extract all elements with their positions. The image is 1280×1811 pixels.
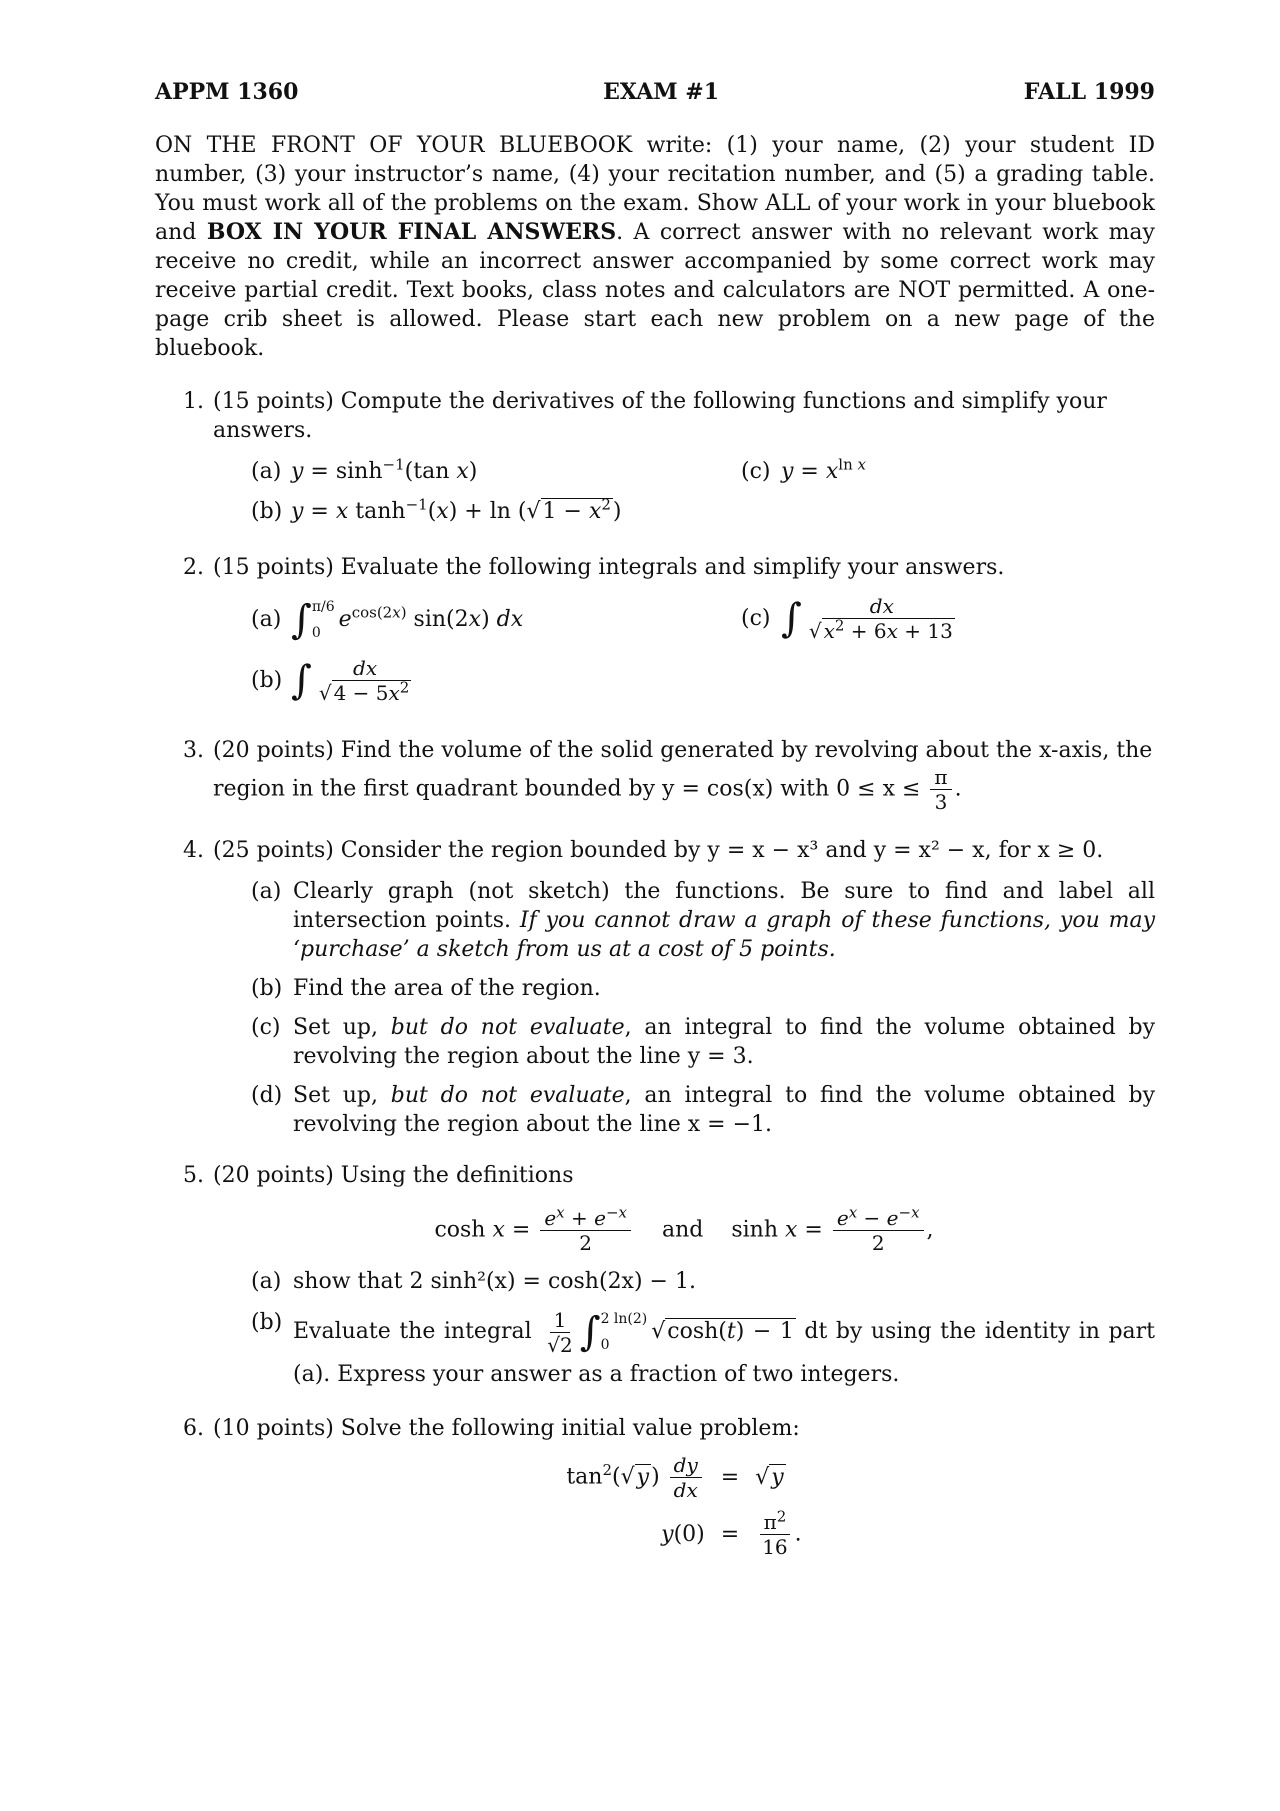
problem-text: (10 points) Solve the following initial value problem:: [213, 1416, 800, 1441]
problem-4-parts: [251, 877, 1155, 1139]
problem-5: [155, 1161, 1155, 1392]
problem-number: 4.: [183, 838, 204, 863]
exam-title: EXAM #1: [603, 79, 720, 105]
instructions: [155, 131, 1155, 363]
exam-page: [155, 78, 1155, 1585]
problem-4: [155, 836, 1155, 1139]
part-5b: (b) Evaluate the integral $\frac{1}{√2}$ ∫ 2 ln(2) 0 √cosh(t) − 1 dt by using the identity in part (a). Express your answer as a fraction of two integers.: [251, 1307, 1156, 1387]
part-4d: (d) Set up, but do not evaluate, an integral to find the volume obtained by revolving the region about the line x = −1.: [251, 1083, 1155, 1137]
part-4a: (a) Clearly graph (not sketch) the functions. Be sure to find and label all intersection points. If you cannot draw a graph of these functions, you may ‘purchase’ a sketch from us at a cost of 5 points.: [251, 879, 1156, 962]
hyperbolic-definitions: cosh x = $\frac{e^x + e^{-x}}{2}$ and sinh x = $\frac{e^x - e^{-x}}{2}$ ,: [434, 1203, 934, 1255]
course-code: APPM 1360: [155, 79, 299, 105]
part-1b: (b) y = x $\tanh^{-1}(x) + \ln (√1 - x^2)$: [251, 495, 622, 524]
problem-1-parts: [251, 457, 1155, 531]
part-2a: (a) ∫ π/6 0 $e^{cos(2x)}$ sin(2x) dx: [251, 597, 524, 643]
problem-3: [155, 736, 1155, 814]
initial-value-problem: $\tan^2(√y)$ $\frac{dy}{dx}$ = √y y(0) = $\frac{\pi^2}{16}$ .: [566, 1453, 802, 1559]
problem-number: 2.: [183, 555, 204, 580]
problem-number: 6.: [183, 1416, 204, 1441]
problem-5-parts: [251, 1267, 1155, 1392]
problem-2: [155, 553, 1155, 714]
term: FALL 1999: [1023, 79, 1155, 105]
part-5a: (a) show that 2 sinh²(x) = cosh(2x) − 1.: [251, 1269, 696, 1294]
problem-text: (15 points) Evaluate the following integrals and simplify your answers.: [213, 555, 1005, 580]
header: [155, 78, 1155, 107]
problem-number: 1.: [183, 389, 204, 414]
problem-text: (15 points) Compute the derivatives of the following functions and simplify your answers.: [213, 389, 1107, 443]
problem-6: [155, 1414, 1155, 1563]
problem-text: (20 points) Using the definitions: [213, 1163, 574, 1188]
instructions-bold: BOX IN YOUR FINAL ANSWERS: [206, 219, 617, 245]
part-4b: (b) Find the area of the region.: [251, 976, 601, 1001]
problem-2-parts: [251, 594, 1155, 714]
part-2b: (b) ∫ $\frac{dx}{√ 4 - 5x^2}$: [251, 656, 410, 705]
problem-text: (25 points) Consider the region bounded by y = x − x³ and y = x² − x, for x ≥ 0.: [213, 838, 1104, 863]
problem-text: (20 points) Find the volume of the solid generated by revolving about the x-axis, the region in the first quadrant bounded by y = cos(x) with 0 ≤ x ≤ $\frac{\pi}{3}$ .: [213, 738, 1153, 814]
part-1a: (a) $y = \sinh^{-1}(\tan$ x): [251, 455, 478, 484]
problem-1: [155, 387, 1155, 531]
part-1c: (c) $y = x^{ln x}$: [741, 455, 866, 484]
problem-number: 5.: [183, 1163, 204, 1188]
part-4c: (c) Set up, but do not evaluate, an integral to find the volume obtained by revolving the region about the line y = 3.: [251, 1015, 1155, 1069]
part-2c: (c) ∫ $\frac{dx}{√ x^2 + 6x + 13}$: [741, 594, 953, 643]
instructions-text-2: . A correct answer with no relevant work may receive no credit, while an incorrect answer accompanied by some correct work may receive partial credit. Text books, class notes and calculators are NOT permitted. A one-page crib sheet is allowed. Please start each new problem on a new page of the bluebook.: [155, 220, 1155, 361]
instructions-text: ON THE FRONT OF YOUR BLUEBOOK write: (1) your name, (2) your student ID number, (3) your instructor’s name, (4) your recitation number, and (5) a grading table. You must work all of the problems on the exam. Show ALL of your work in your bluebook and: [155, 133, 1155, 245]
problem-number: 3.: [183, 738, 204, 763]
